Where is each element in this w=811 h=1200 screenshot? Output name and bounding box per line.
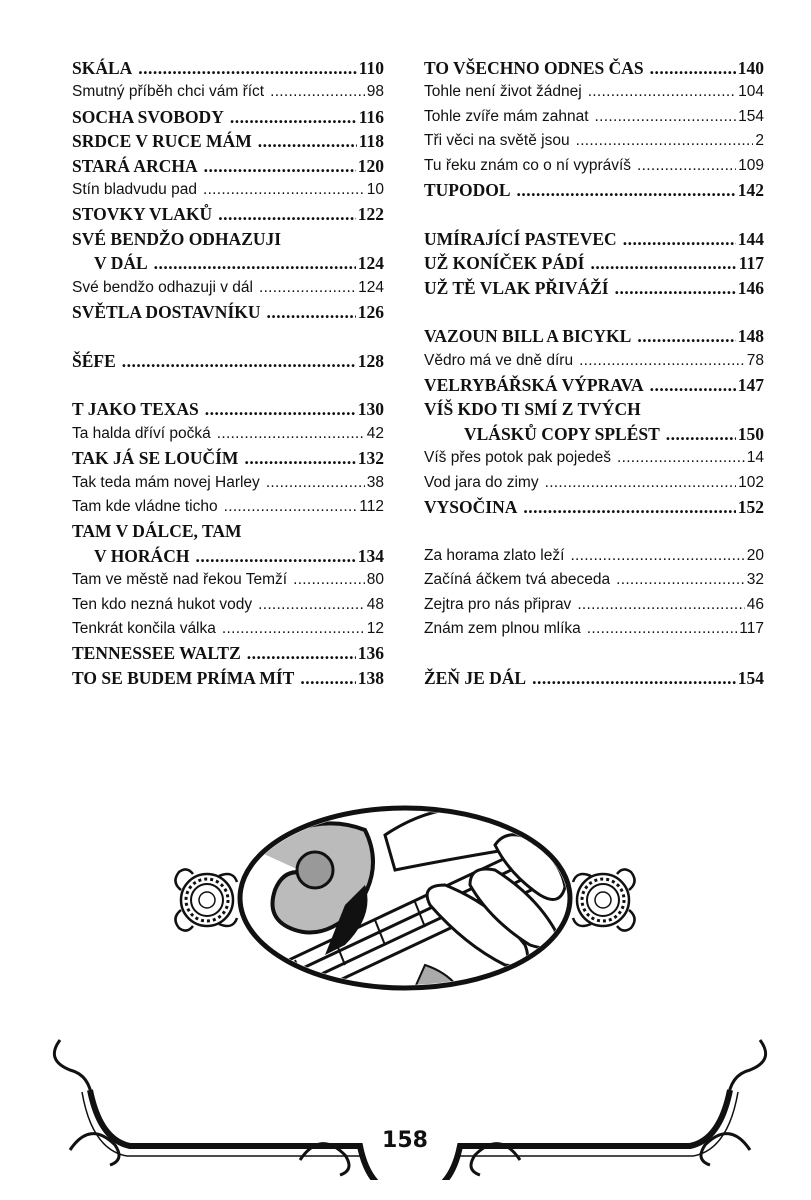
dot-leader xyxy=(230,105,357,129)
dot-leader xyxy=(650,56,736,80)
dot-leader xyxy=(259,276,356,300)
entry-title: VELRYBÁŘSKÁ VÝPRAVA xyxy=(424,375,644,396)
entry-page-number: 122 xyxy=(357,204,384,225)
entry-page-number: 2 xyxy=(755,132,764,150)
dot-leader xyxy=(222,617,365,641)
song-title-line1: VÍŠ KDO TI SMÍ Z TVÝCH xyxy=(424,399,641,420)
song-entry xyxy=(424,56,764,80)
entry-page-number: 132 xyxy=(357,448,384,469)
entry-title: Ta halda dříví počká xyxy=(72,424,211,442)
entry-page-number: 146 xyxy=(737,277,764,298)
dot-leader xyxy=(258,129,357,153)
entry-title: Tu řeku znám co o ní vyprávíš xyxy=(424,156,632,174)
dot-leader xyxy=(224,495,358,519)
entry-page-number: 147 xyxy=(737,375,764,396)
dot-leader xyxy=(270,80,365,104)
entry-page-number: 14 xyxy=(746,449,764,467)
page-number: 158 xyxy=(382,1128,428,1153)
entry-title: ŽEŇ JE DÁL xyxy=(424,667,527,688)
entry-title: V DÁL xyxy=(94,253,148,274)
entry-title: Tohle zvíře mám zahnat xyxy=(424,107,589,125)
dot-leader xyxy=(666,422,736,446)
dot-leader xyxy=(623,227,736,251)
song-entry xyxy=(424,373,764,397)
song-entry xyxy=(72,349,384,373)
dot-leader xyxy=(293,568,365,592)
entry-page-number: 109 xyxy=(738,156,764,174)
dot-leader xyxy=(247,641,356,665)
dot-leader xyxy=(617,446,745,470)
section-gap xyxy=(424,519,764,543)
song-entry xyxy=(424,227,764,251)
entry-title: VYSOČINA xyxy=(424,497,518,518)
song-entry xyxy=(72,251,384,275)
entry-page-number: 138 xyxy=(357,667,384,688)
dot-leader xyxy=(637,154,736,178)
dot-leader xyxy=(517,178,736,202)
first-line-entry xyxy=(72,568,384,592)
song-entry xyxy=(424,251,764,275)
entry-page-number: 80 xyxy=(366,571,384,589)
song-entry xyxy=(72,56,384,80)
entry-page-number: 42 xyxy=(366,424,384,442)
entry-page-number: 10 xyxy=(366,180,384,198)
dot-leader xyxy=(195,544,355,568)
first-line-entry xyxy=(424,593,764,617)
song-entry xyxy=(424,324,764,348)
entry-page-number: 112 xyxy=(359,498,384,516)
entry-title: Tak teda mám novej Harley xyxy=(72,473,260,491)
entry-title: V HORÁCH xyxy=(94,545,190,566)
entry-title: Stín bladvudu pad xyxy=(72,180,197,198)
entry-page-number: 128 xyxy=(357,350,384,371)
first-line-entry xyxy=(72,471,384,495)
first-line-entry xyxy=(72,617,384,641)
song-entry xyxy=(72,397,384,421)
dot-leader xyxy=(258,593,365,617)
dot-leader xyxy=(122,349,356,373)
entry-title: Znám zem plnou mlíka xyxy=(424,619,581,637)
rosette-right-icon xyxy=(573,869,635,930)
entry-page-number: 98 xyxy=(366,83,384,101)
dot-leader xyxy=(637,324,735,348)
entry-page-number: 124 xyxy=(358,278,384,296)
section-gap xyxy=(424,641,764,665)
first-line-entry xyxy=(424,154,764,178)
song-entry xyxy=(424,178,764,202)
song-entry xyxy=(424,422,764,446)
section-gap xyxy=(72,324,384,348)
entry-page-number: 104 xyxy=(738,83,764,101)
entry-title: Vědro má ve dně díru xyxy=(424,351,574,369)
entry-page-number: 78 xyxy=(746,351,764,369)
song-entry xyxy=(72,446,384,470)
dot-leader xyxy=(615,276,736,300)
song-entry xyxy=(72,544,384,568)
entry-page-number: 154 xyxy=(737,667,764,688)
dot-leader xyxy=(650,373,736,397)
dot-leader xyxy=(267,300,356,324)
dot-leader xyxy=(138,56,356,80)
entry-page-number: 136 xyxy=(357,643,384,664)
entry-title: Ten kdo nezná hukot vody xyxy=(72,595,253,613)
dot-leader xyxy=(154,251,356,275)
entry-title: TENNESSEE WALTZ xyxy=(72,643,241,664)
song-entry xyxy=(72,666,384,690)
entry-page-number: 140 xyxy=(737,58,764,78)
banjo-hand-illustration-icon xyxy=(165,790,645,1005)
dot-leader xyxy=(205,397,356,421)
entry-title: T JAKO TEXAS xyxy=(72,399,199,420)
dot-leader xyxy=(244,446,355,470)
entry-title: Zejtra pro nás připrav xyxy=(424,595,572,613)
entry-page-number: 116 xyxy=(358,106,384,127)
entry-title: Začíná áčkem tvá abeceda xyxy=(424,571,611,589)
entry-page-number: 120 xyxy=(357,155,384,176)
first-line-entry xyxy=(424,129,764,153)
song-entry xyxy=(72,129,384,153)
dot-leader xyxy=(300,666,355,690)
entry-page-number: 117 xyxy=(738,253,764,274)
entry-title: UŽ TĚ VLAK PŘIVÁŽÍ xyxy=(424,277,609,298)
first-line-entry xyxy=(72,422,384,446)
entry-page-number: 154 xyxy=(738,107,764,125)
entry-title: SOCHA SVOBODY xyxy=(72,106,224,127)
first-line-entry xyxy=(424,105,764,129)
entry-title: UŽ KONÍČEK PÁDÍ xyxy=(424,253,585,274)
dot-leader xyxy=(588,80,736,104)
first-line-entry xyxy=(424,471,764,495)
entry-page-number: 144 xyxy=(737,228,764,249)
song-entry xyxy=(72,641,384,665)
first-line-entry xyxy=(72,276,384,300)
entry-page-number: 12 xyxy=(366,619,384,637)
entry-title: SRDCE V RUCE MÁM xyxy=(72,131,252,152)
song-entry xyxy=(72,202,384,226)
entry-title: ŠÉFE xyxy=(72,350,116,371)
rosette-left-icon xyxy=(175,869,237,930)
dot-leader xyxy=(595,105,737,129)
entry-page-number: 152 xyxy=(737,497,764,518)
dot-leader xyxy=(545,471,737,495)
section-gap xyxy=(424,300,764,324)
entry-page-number: 134 xyxy=(357,545,384,566)
entry-page-number: 46 xyxy=(746,595,764,613)
dot-leader xyxy=(579,349,745,373)
first-line-entry xyxy=(424,80,764,104)
first-line-entry xyxy=(424,544,764,568)
entry-title: SVĚTLA DOSTAVNÍKU xyxy=(72,301,261,322)
entry-title: Vod jara do zimy xyxy=(424,473,539,491)
dot-leader xyxy=(203,178,365,202)
entry-page-number: 38 xyxy=(366,473,384,491)
entry-title: Své bendžo odhazuji v dál xyxy=(72,278,253,296)
dot-leader xyxy=(532,666,736,690)
dot-leader xyxy=(576,129,754,153)
first-line-entry xyxy=(424,617,764,641)
song-entry xyxy=(72,105,384,129)
entry-page-number: 110 xyxy=(358,58,384,78)
song-entry xyxy=(72,154,384,178)
song-entry xyxy=(424,666,764,690)
dot-leader xyxy=(570,544,744,568)
entry-title: UMÍRAJÍCÍ PASTEVEC xyxy=(424,228,617,249)
song-entry xyxy=(72,300,384,324)
song-entry xyxy=(424,495,764,519)
entry-title: Víš přes potok pak pojedeš xyxy=(424,449,611,467)
first-line-entry xyxy=(72,495,384,519)
entry-title: Tohle není život žádnej xyxy=(424,83,582,101)
entry-title: VLÁSKŮ COPY SPLÉST xyxy=(464,423,660,444)
entry-page-number: 130 xyxy=(357,399,384,420)
song-entry xyxy=(424,276,764,300)
first-line-entry xyxy=(424,349,764,373)
entry-title: STARÁ ARCHA xyxy=(72,155,198,176)
entry-title: Za horama zlato leží xyxy=(424,546,565,564)
song-title-line1: TAM V DÁLCE, TAM xyxy=(72,521,242,542)
entry-title: TUPODOL xyxy=(424,179,511,200)
dot-leader xyxy=(217,422,365,446)
entry-title: STOVKY VLAKŮ xyxy=(72,204,213,225)
dot-leader xyxy=(577,593,744,617)
dot-leader xyxy=(587,617,738,641)
first-line-entry xyxy=(72,593,384,617)
first-line-entry xyxy=(72,178,384,202)
index-column-left xyxy=(72,56,384,690)
entry-page-number: 124 xyxy=(357,253,384,274)
dot-leader xyxy=(523,495,735,519)
entry-title: TO SE BUDEM PRÍMA MÍT xyxy=(72,667,295,688)
dot-leader xyxy=(590,251,736,275)
song-title-line1: SVÉ BENDŽO ODHAZUJI xyxy=(72,228,282,249)
dot-leader xyxy=(266,471,365,495)
first-line-entry xyxy=(424,568,764,592)
section-gap xyxy=(424,202,764,226)
ornamental-frame-icon xyxy=(30,1030,790,1180)
entry-page-number: 102 xyxy=(738,473,764,491)
entry-title: Tenkrát končila válka xyxy=(72,619,216,637)
index-column-right xyxy=(424,56,764,690)
entry-page-number: 32 xyxy=(746,571,764,589)
entry-title: TO VŠECHNO ODNES ČAS xyxy=(424,58,644,78)
dot-leader xyxy=(616,568,745,592)
dot-leader xyxy=(204,154,356,178)
entry-page-number: 126 xyxy=(357,301,384,322)
entry-page-number: 148 xyxy=(737,326,764,347)
entry-title: TAK JÁ SE LOUČÍM xyxy=(72,448,239,469)
entry-title: Tam kde vládne ticho xyxy=(72,498,218,516)
entry-title: VAZOUN BILL A BICYKL xyxy=(424,326,632,347)
entry-page-number: 48 xyxy=(366,595,384,613)
entry-title: SKÁLA xyxy=(72,58,133,78)
entry-page-number: 150 xyxy=(737,423,764,444)
entry-title: Tam ve městě nad řekou Temží xyxy=(72,571,288,589)
section-gap xyxy=(72,373,384,397)
dot-leader xyxy=(218,202,356,226)
first-line-entry xyxy=(424,446,764,470)
entry-page-number: 117 xyxy=(739,619,764,637)
first-line-entry xyxy=(72,80,384,104)
entry-title: Tři věci na světě jsou xyxy=(424,132,570,150)
entry-title: Smutný příběh chci vám říct xyxy=(72,83,265,101)
entry-page-number: 142 xyxy=(737,179,764,200)
entry-page-number: 118 xyxy=(358,131,384,152)
entry-page-number: 20 xyxy=(746,546,764,564)
